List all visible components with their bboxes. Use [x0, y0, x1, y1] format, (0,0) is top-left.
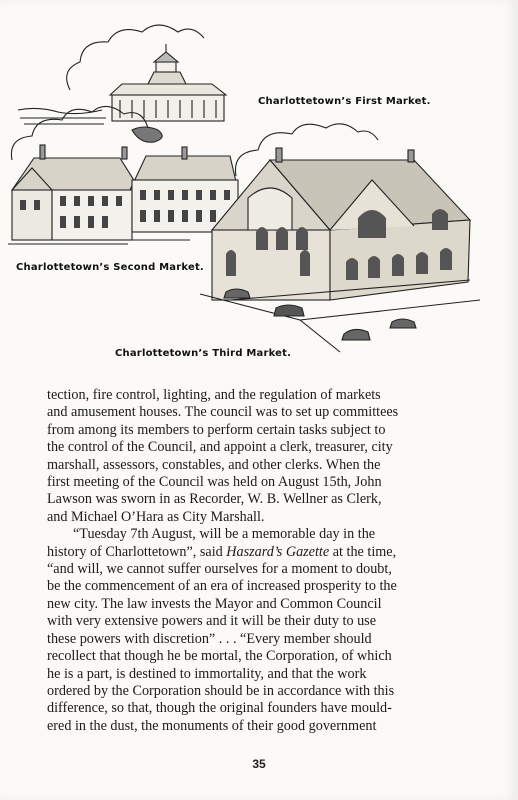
paragraph-1	[47, 387, 477, 526]
second-market-caption: Charlottetown’s Second Market.	[16, 262, 204, 273]
text-line: recollect that though he be mortal, the Corporation, of which	[47, 648, 392, 665]
text-line: tection, fire control, lighting, and the regulation of markets	[47, 387, 381, 403]
text-line: “Tuesday 7th August, will be a memorable day in the	[73, 526, 376, 543]
text-line: be the commencement of an era of increased prosperity to the	[47, 578, 397, 595]
paragraph-2	[47, 526, 477, 735]
text-line: new city. The law invests the Mayor and Common Council	[47, 595, 382, 612]
third-market-caption: Charlottetown’s Third Market.	[115, 348, 292, 359]
text-line: first meeting of the Council was held on August 15th, John	[47, 474, 382, 491]
text-line: “and will, we cannot suffer ourselves for a moment to doubt,	[47, 561, 392, 578]
third-market-drawing	[200, 148, 480, 352]
body-text	[47, 387, 477, 735]
newspaper-title: Haszard’s Gazette	[226, 543, 330, 560]
text-line: history of Charlottetown”, said Haszard’s Gazette at the time,	[47, 543, 397, 560]
first-market-caption: Charlottetown’s First Market.	[258, 96, 431, 107]
text-line: ered in the dust, the monuments of their good government	[47, 717, 377, 734]
text-line: he is a part, is destined to immortality, and that the work	[47, 665, 367, 682]
text-line: with very extensive powers and it will be their duty to use	[47, 613, 377, 630]
text-line: these powers with discretion” . . . “Every member should	[47, 630, 372, 647]
text-line: difference, so that, though the original founders have mould-	[47, 700, 392, 717]
page-number: 35	[252, 757, 266, 771]
text-line: from among its members to perform certain tasks subject to	[47, 421, 386, 438]
market-illustrations	[0, 0, 518, 380]
text-line: the control of the Council, and appoint a clerk, treasurer, city	[47, 439, 393, 456]
text-line: and Michael O’Hara as City Marshall.	[47, 508, 265, 525]
text-line: Lawson was sworn in as Recorder, W. B. Wellner as Clerk,	[47, 491, 382, 508]
first-market-drawing	[18, 44, 226, 142]
second-market-drawing	[8, 145, 238, 244]
text-line: ordered by the Corporation should be in accordance with this	[47, 682, 395, 699]
text-line: marshall, assessors, constables, and other clerks. When the	[47, 456, 381, 473]
text-line: and amusement houses. The council was to set up committees	[47, 404, 399, 421]
